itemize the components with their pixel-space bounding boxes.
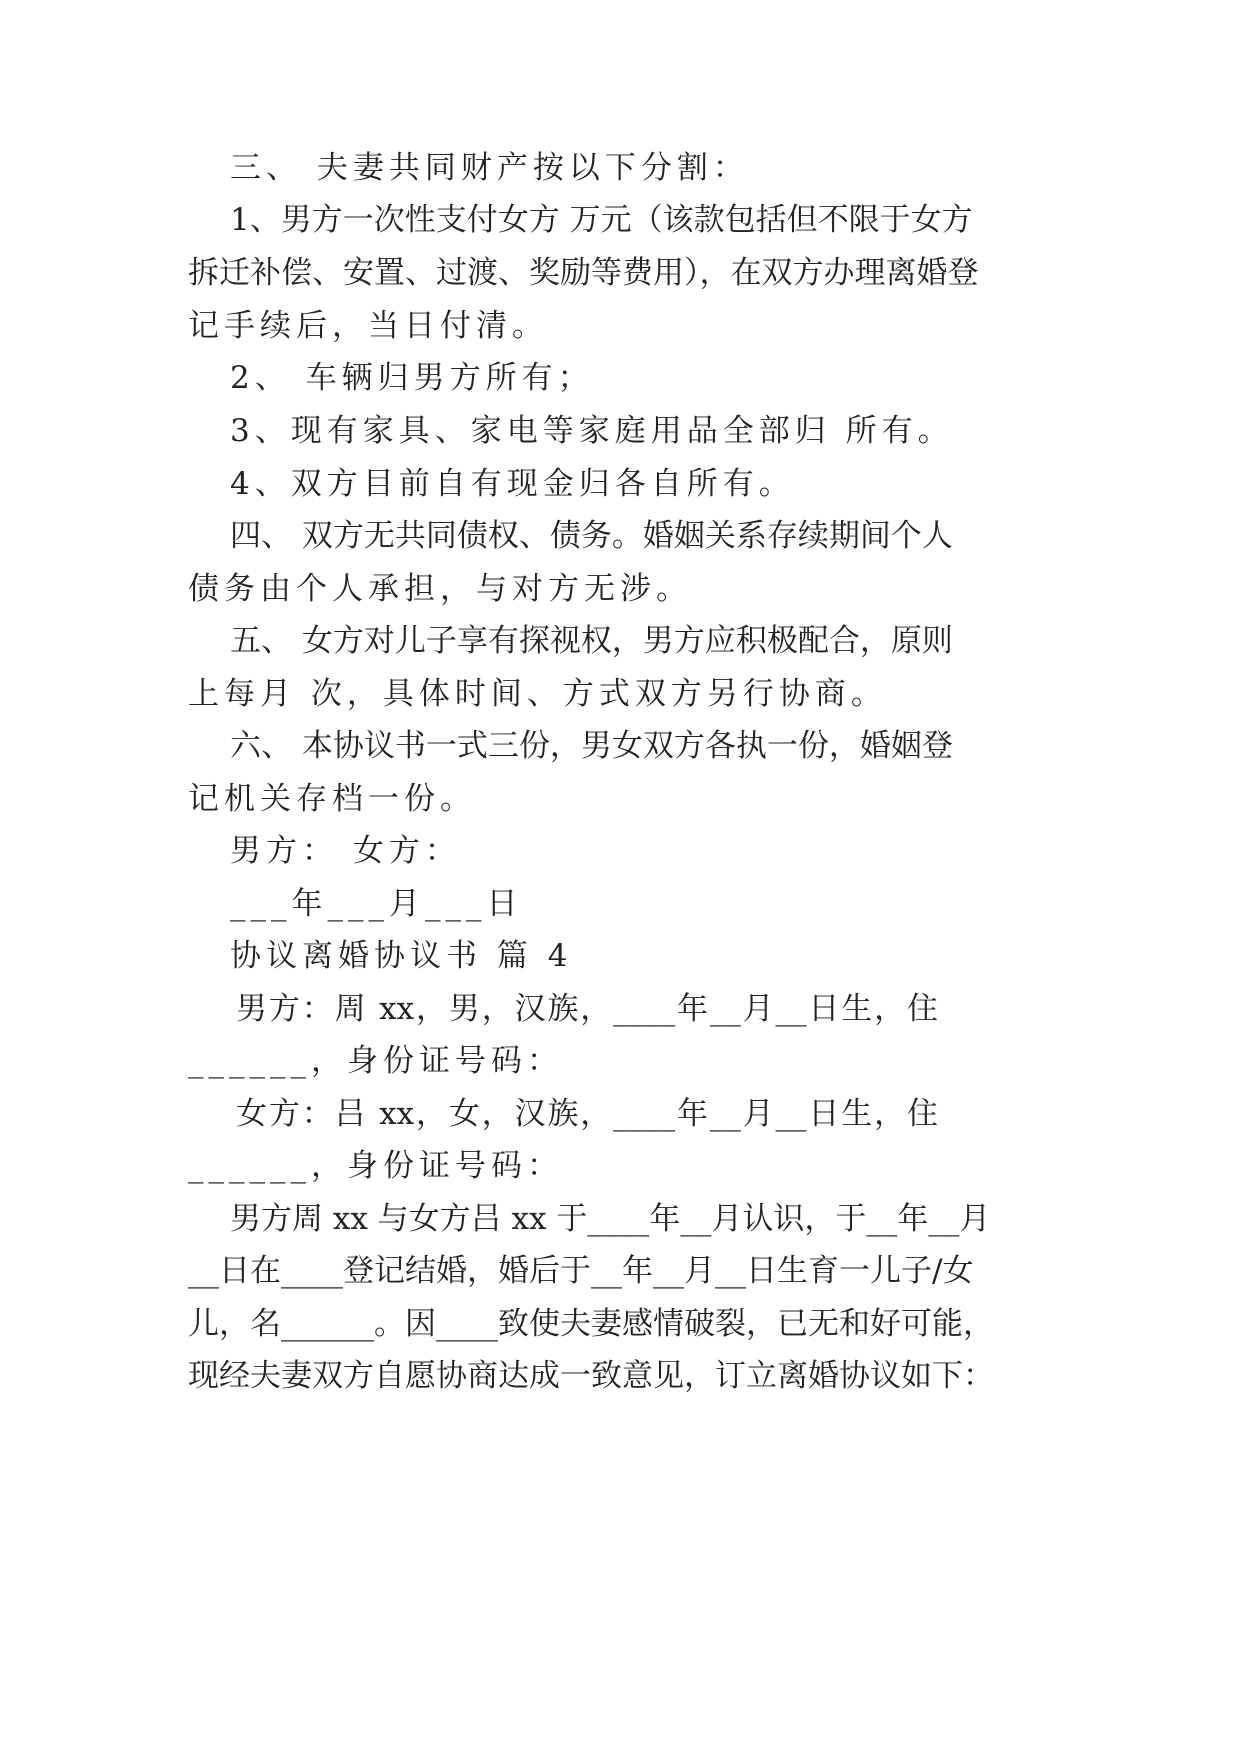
section-four-line-2: 债务由个人承担，与对方无涉。 (188, 571, 692, 607)
item-1-line-3: 记手续后，当日付清。 (188, 308, 548, 344)
preamble-line-2: __日在____登记结婚，婚后于__年__月__日生育一儿子/女 (188, 1253, 974, 1289)
husband-info-line-1: 男方：周 xx，男，汉族，____年__月__日生，住 (236, 991, 938, 1027)
section-five-line-2: 上每月 次，具体时间、方式双方另行协商。 (188, 676, 887, 712)
signature-parties: 男方： 女方： (230, 833, 461, 869)
item-1-line-1: 1、男方一次性支付女方 万元（该款包括但不限于女方 (230, 202, 973, 238)
preamble-line-4: 现经夫妻双方自愿协商达成一致意见，订立离婚协议如下： (188, 1358, 994, 1394)
item-3: 3、现有家具、家电等家庭用品全部归 所有。 (230, 413, 954, 449)
section-three-heading: 三、 夫妻共同财产按以下分割： (230, 150, 749, 186)
section-four-line-1: 四、 双方无共同债权、债务。婚姻关系存续期间个人 (230, 518, 953, 554)
section-six-line-2: 记机关存档一份。 (188, 781, 476, 817)
item-1-line-2: 拆迁补偿、安置、过渡、奖励等费用），在双方办理离婚登 (188, 255, 979, 291)
item-2: 2、 车辆归男方所有； (230, 360, 594, 396)
agreement-title: 协议离婚协议书 篇 4 (230, 938, 573, 974)
item-4: 4、双方目前自有现金归各自所有。 (230, 466, 795, 502)
signature-date: ___年___月___日 (230, 886, 523, 922)
preamble-line-3: 儿，名______。因____致使夫妻感情破裂，已无和好可能， (188, 1306, 994, 1342)
husband-info-line-2: ______，身份证号码： (188, 1043, 563, 1079)
wife-info-line-2: ______，身份证号码： (188, 1148, 563, 1184)
section-five-line-1: 五、 女方对儿子享有探视权，男方应积极配合，原则 (230, 623, 953, 659)
wife-info-line-1: 女方：吕 xx，女，汉族，____年__月__日生，住 (236, 1096, 938, 1132)
preamble-line-1: 男方周 xx 与女方吕 xx 于____年__月认识，于__年__月 (230, 1201, 991, 1237)
section-six-line-1: 六、 本协议书一式三份，男女双方各执一份，婚姻登 (230, 728, 953, 764)
